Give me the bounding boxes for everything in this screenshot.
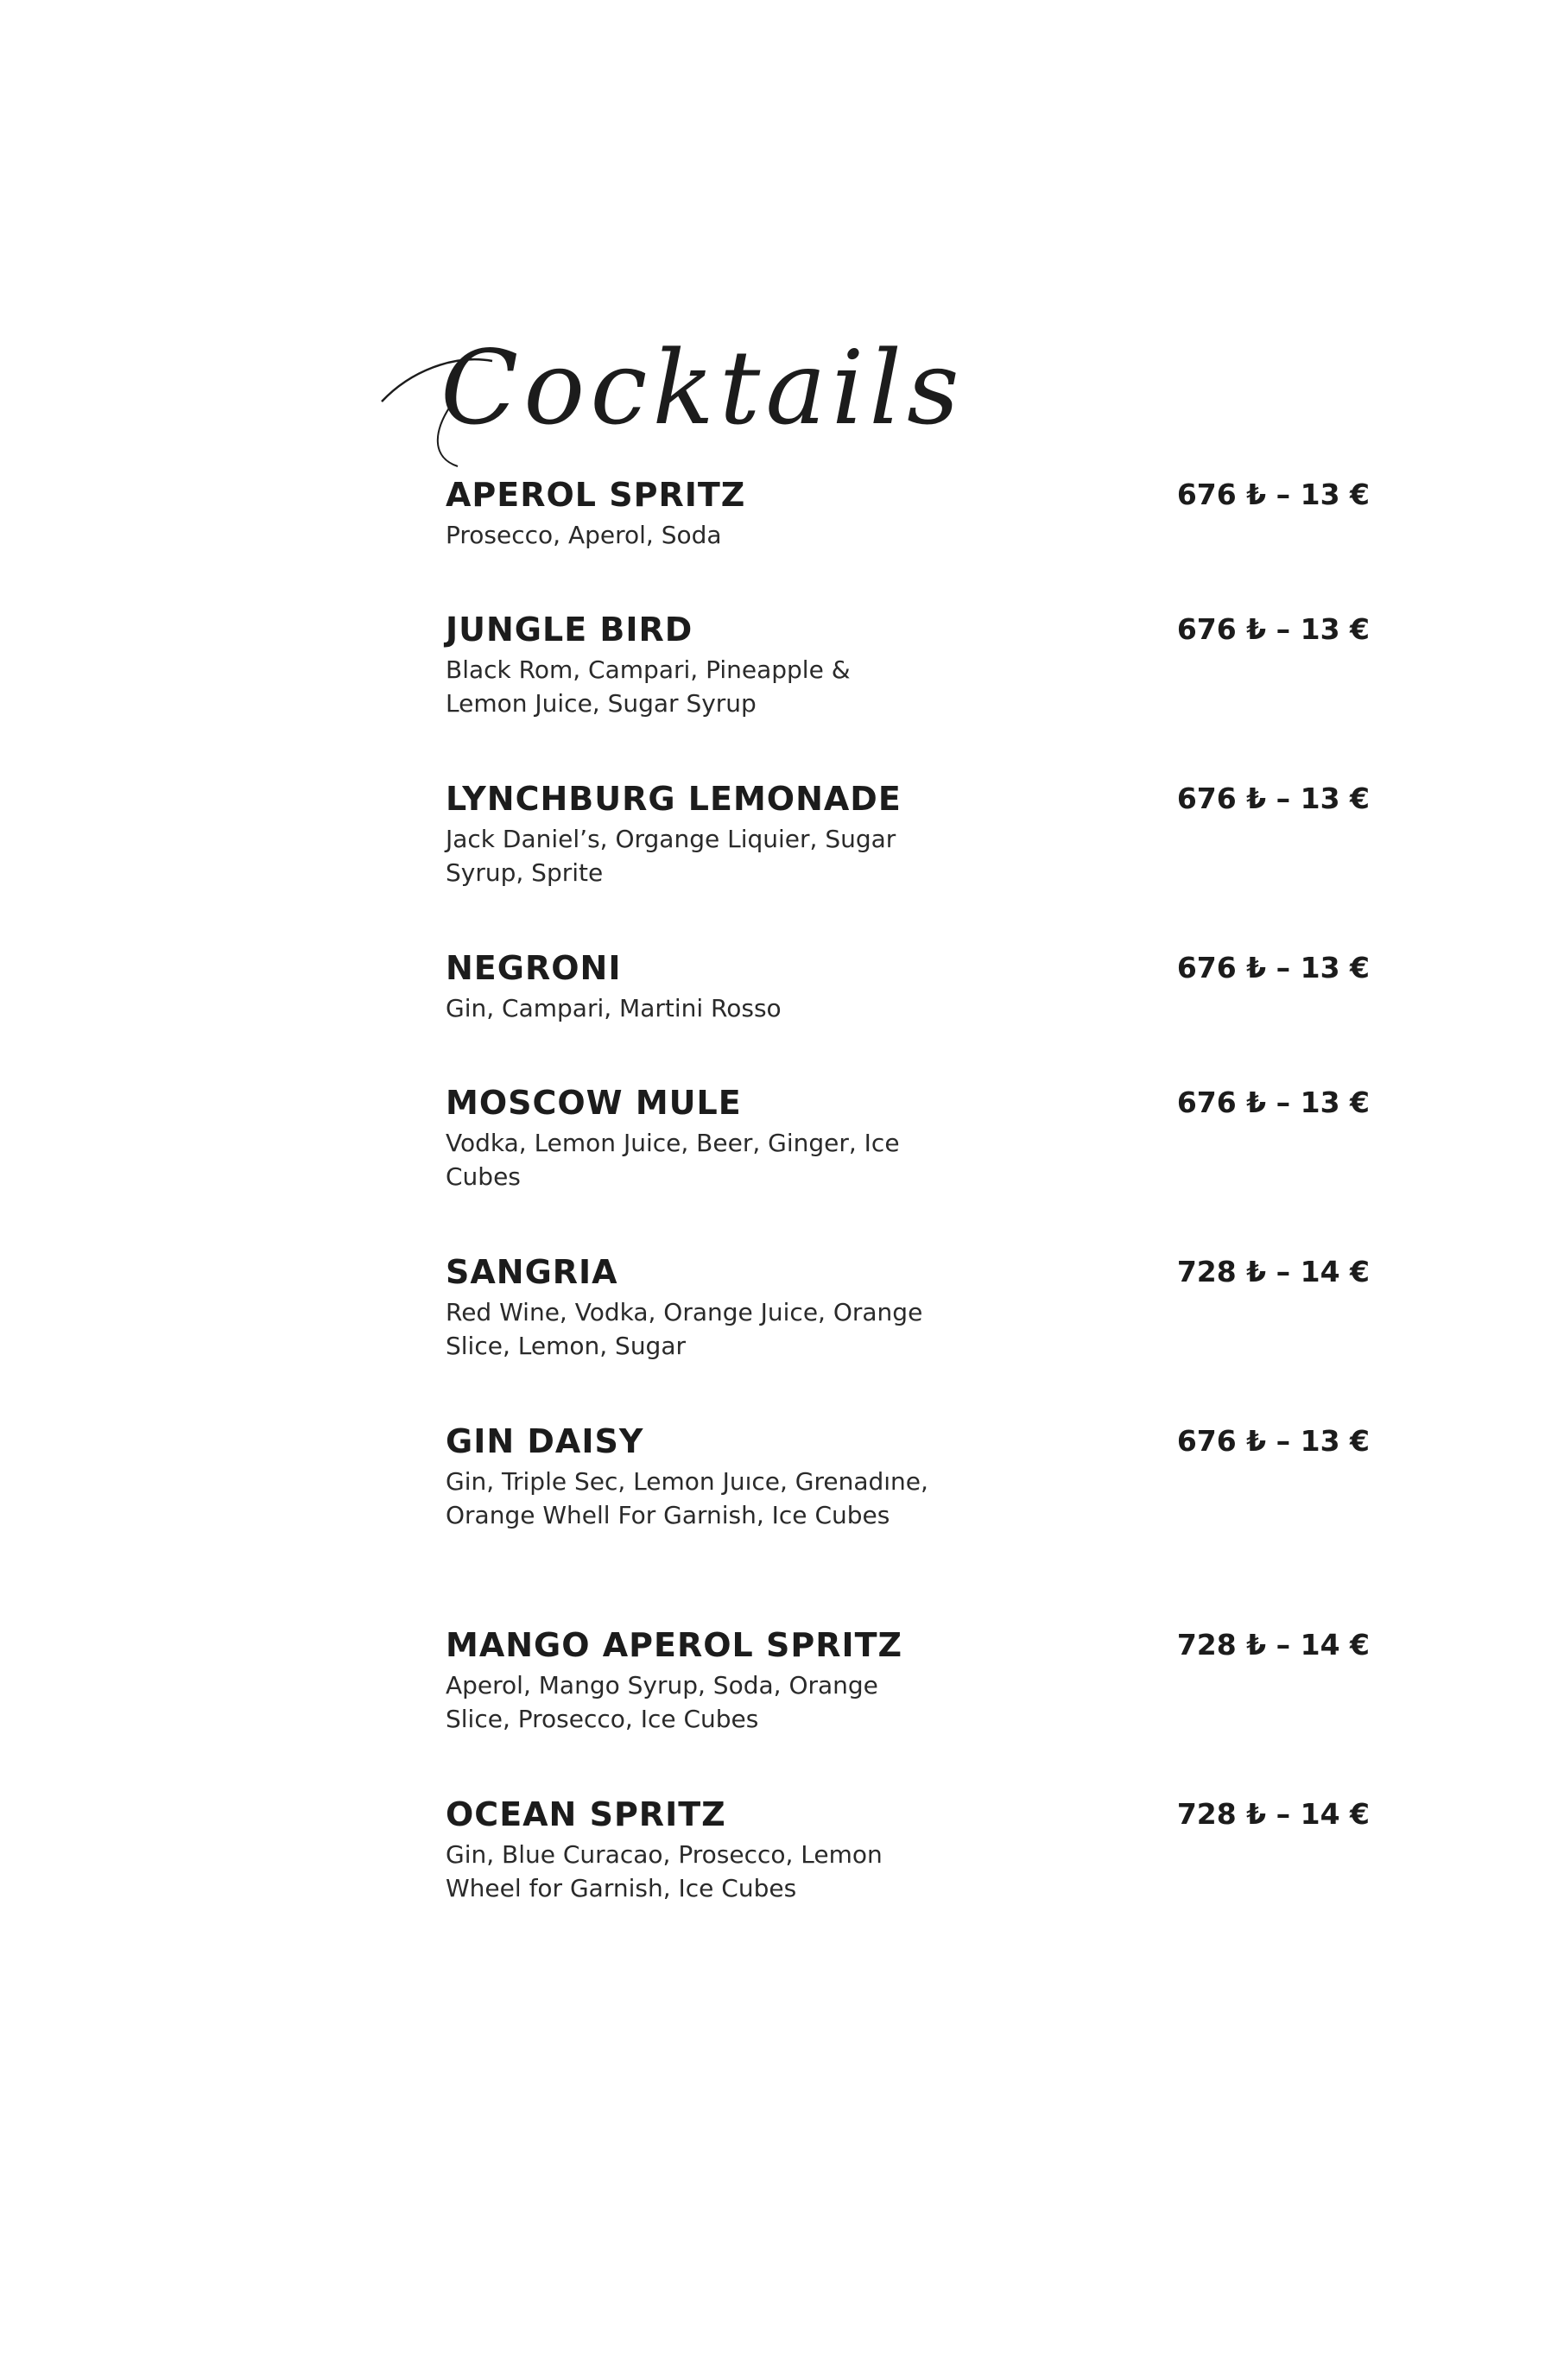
title-script [371,320,965,475]
menu-title [371,320,965,475]
item-description: Gin, Campari, Martini Rosso [446,994,782,1022]
item-description: Black Rom, Campari, Pineapple & Lemon Juice, Sugar Syrup [446,655,851,718]
item-price: 676 ₺ – 13 € [1176,782,1370,815]
item-description: Gin, Blue Curacao, Prosecco, Lemon Wheel for Garnish, Ice Cubes [446,1840,883,1902]
item-description: Vodka, Lemon Juice, Beer, Ginger, Ice Cubes [446,1129,900,1191]
item-price: 676 ₺ – 13 € [1176,1086,1370,1119]
item-price: 676 ₺ – 13 € [1176,612,1370,646]
item-name: NEGRONI [446,949,622,987]
item-name: OCEAN SPRITZ [446,1795,726,1833]
item-description: Gin, Triple Sec, Lemon Juıce, Grenadıne, Orange Whell For Garnish, Ice Cubes [446,1467,928,1529]
item-price: 728 ₺ – 14 € [1176,1797,1370,1831]
title-text: Cocktails [440,328,965,447]
item-price: 676 ₺ – 13 € [1176,478,1370,511]
item-name: LYNCHBURG LEMONADE [446,780,902,818]
item-name: GIN DAISY [446,1422,644,1460]
item-name: JUNGLE BIRD [446,611,693,649]
item-price: 676 ₺ – 13 € [1176,1424,1370,1458]
item-price: 728 ₺ – 14 € [1176,1628,1370,1662]
item-price: 676 ₺ – 13 € [1176,951,1370,984]
item-name: MOSCOW MULE [446,1084,742,1122]
item-description: Prosecco, Aperol, Soda [446,521,722,549]
item-description: Jack Daniel’s, Organge Liquier, Sugar Syrup, Sprite [446,825,896,887]
item-description: Aperol, Mango Syrup, Soda, Orange Slice, Prosecco, Ice Cubes [446,1671,878,1733]
item-description: Red Wine, Vodka, Orange Juice, Orange Slice, Lemon, Sugar [446,1298,923,1360]
item-price: 728 ₺ – 14 € [1176,1255,1370,1288]
item-name: APEROL SPRITZ [446,476,746,514]
item-name: MANGO APEROL SPRITZ [446,1626,903,1664]
item-name: SANGRIA [446,1253,618,1291]
